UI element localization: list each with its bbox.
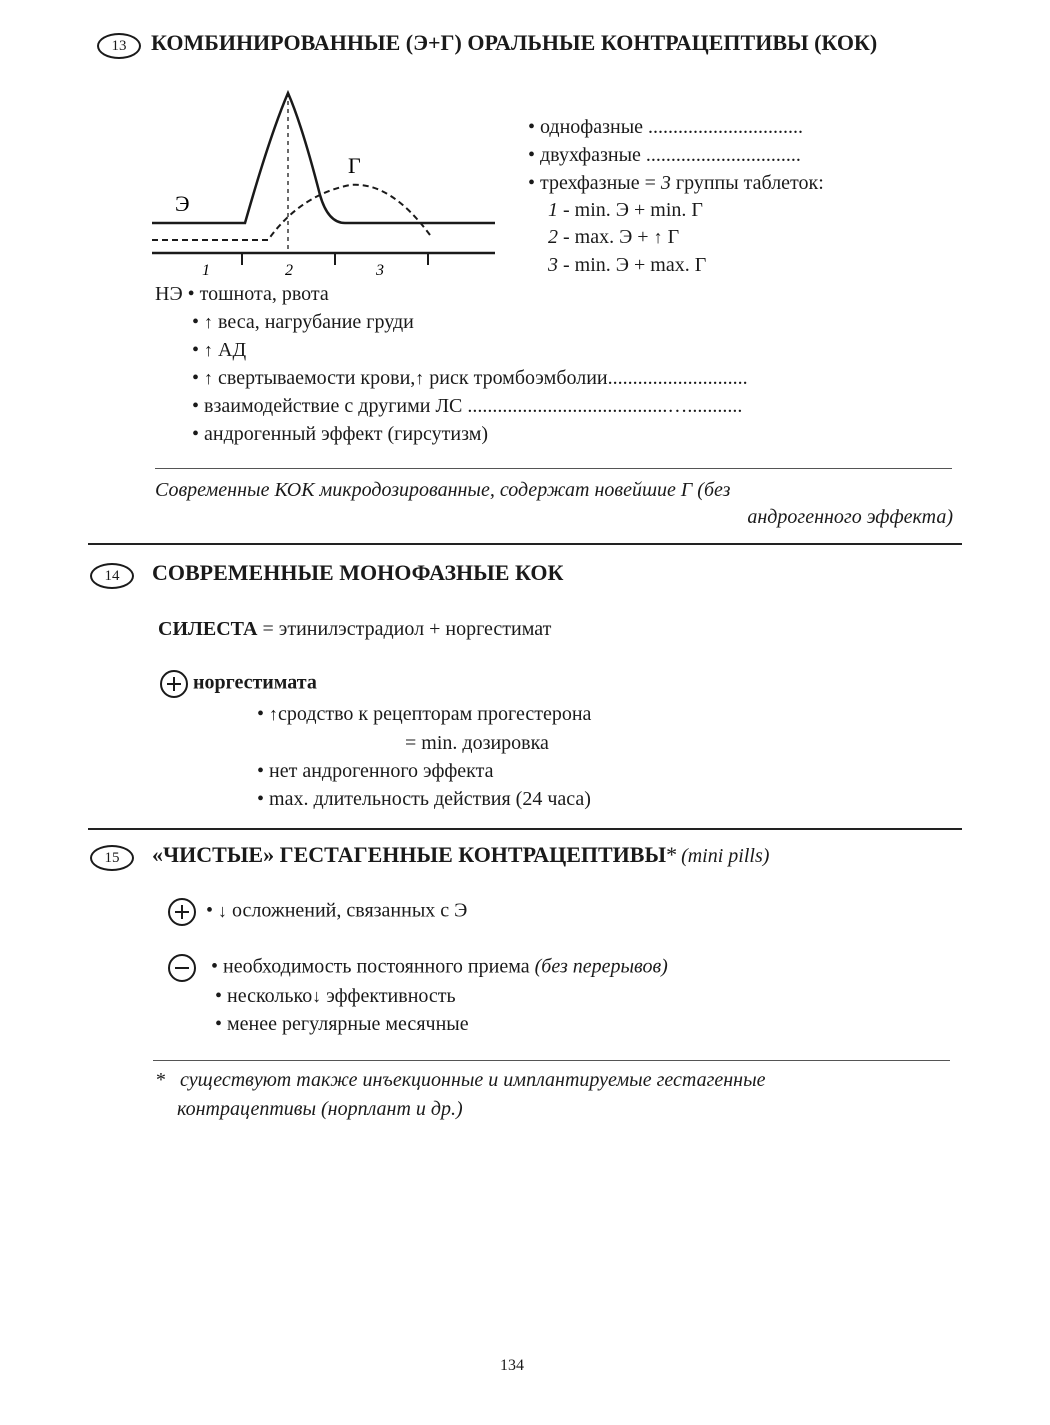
advantage-1: • ↑сродство к рецепторам прогестерона <box>257 703 592 725</box>
section-14-header <box>90 560 563 589</box>
side-effect-6: • андрогенный эффект (гирсутизм) <box>192 423 489 445</box>
phase-row-2: 2 - max. Э + ↑ Г <box>548 226 680 248</box>
cons-item-2: • несколько↓ эффективность <box>215 985 456 1007</box>
side-effect-1: НЭ • тошнота, рвота <box>155 283 329 305</box>
section-title: КОМБИНИРОВАННЫЕ (Э+Г) ОРАЛЬНЫЕ КОНТРАЦЕПТИВЫ (КОК) <box>151 30 878 55</box>
pros-item: • ↓ осложнений, связанных с Э <box>168 898 467 926</box>
section-separator <box>88 543 962 545</box>
section-number-badge: 14 <box>90 563 134 589</box>
phase-row-3: 3 - min. Э + max. Г <box>548 254 707 276</box>
phase-tri: • трехфазные = 3 группы таблеток: <box>528 172 824 194</box>
cons-item-3: • менее регулярные месячные <box>215 1013 469 1035</box>
phase-1-label: 1 <box>202 262 210 279</box>
footnote-line-2: контрацептивы (норплант и др.) <box>177 1098 463 1120</box>
minus-circle-icon <box>168 954 196 982</box>
divider <box>153 1060 950 1061</box>
arrow-up-icon: ↑ <box>204 312 214 332</box>
phase-2-label: 2 <box>285 262 293 279</box>
note-line-1: Современные КОК микродозированные, содержат новейшие Г (без <box>155 479 731 501</box>
section-title: СОВРЕМЕННЫЕ МОНОФАЗНЫЕ КОК <box>152 560 564 585</box>
arrow-up-icon: ↑ <box>204 368 214 388</box>
side-effect-5: • взаимодействие с другими ЛС ........................................…........... <box>192 395 743 417</box>
arrow-down-icon: ↓ <box>312 986 322 1006</box>
hormone-phase-diagram <box>150 85 500 280</box>
arrow-down-icon: ↓ <box>218 900 228 921</box>
cons-item-1: • необходимость постоянного приема (без перерывов) <box>168 954 668 982</box>
advantage-3: • max. длительность действия (24 часа) <box>257 788 591 810</box>
page-number: 134 <box>500 1357 524 1374</box>
arrow-up-icon: ↑ <box>415 368 425 388</box>
phase-row-1: 1 - min. Э + min. Г <box>548 199 703 221</box>
arrow-up-icon: ↑ <box>269 704 279 724</box>
phase-mono: • однофазные ............................... <box>528 116 804 138</box>
footnote-line-1: * существуют также инъекционные и имплантируемые гестагенные <box>155 1069 766 1091</box>
formula: СИЛЕСТА = этинилэстрадиол + норгестимат <box>158 618 552 640</box>
section-13-header <box>97 30 877 59</box>
section-subtitle: (mini pills) <box>681 845 770 867</box>
section-title: «ЧИСТЫЕ» ГЕСТАГЕННЫЕ КОНТРАЦЕПТИВЫ <box>152 842 667 867</box>
estrogen-label: Э <box>175 191 190 216</box>
phase-bi: • двухфазные ............................... <box>528 144 801 166</box>
note-line-2: андрогенного эффекта) <box>747 506 953 528</box>
section-number-badge: 15 <box>90 845 134 871</box>
phase-3-label: 3 <box>376 262 384 279</box>
arrow-up-icon: ↑ <box>653 227 663 247</box>
section-number-badge: 13 <box>97 33 141 59</box>
section-15-header: 15 «ЧИСТЫЕ» ГЕСТАГЕННЫЕ КОНТРАЦЕПТИВЫ* (mini pills) <box>90 842 769 871</box>
side-effect-4: • ↑ свертываемости крови,↑ риск тромбоэмболии............................ <box>192 367 748 389</box>
plus-circle-icon <box>168 898 196 926</box>
section-separator <box>88 828 962 830</box>
gestagen-label: Г <box>348 153 361 178</box>
plus-heading: норгестимата <box>160 670 317 698</box>
advantage-2: • нет андрогенного эффекта <box>257 760 494 782</box>
arrow-up-icon: ↑ <box>204 340 214 360</box>
advantage-1b: = min. дозировка <box>405 732 549 754</box>
divider <box>155 468 952 469</box>
plus-circle-icon <box>160 670 188 698</box>
side-effect-2: • ↑ веса, нагрубание груди <box>192 311 414 333</box>
side-effect-3: • ↑ АД <box>192 339 247 361</box>
